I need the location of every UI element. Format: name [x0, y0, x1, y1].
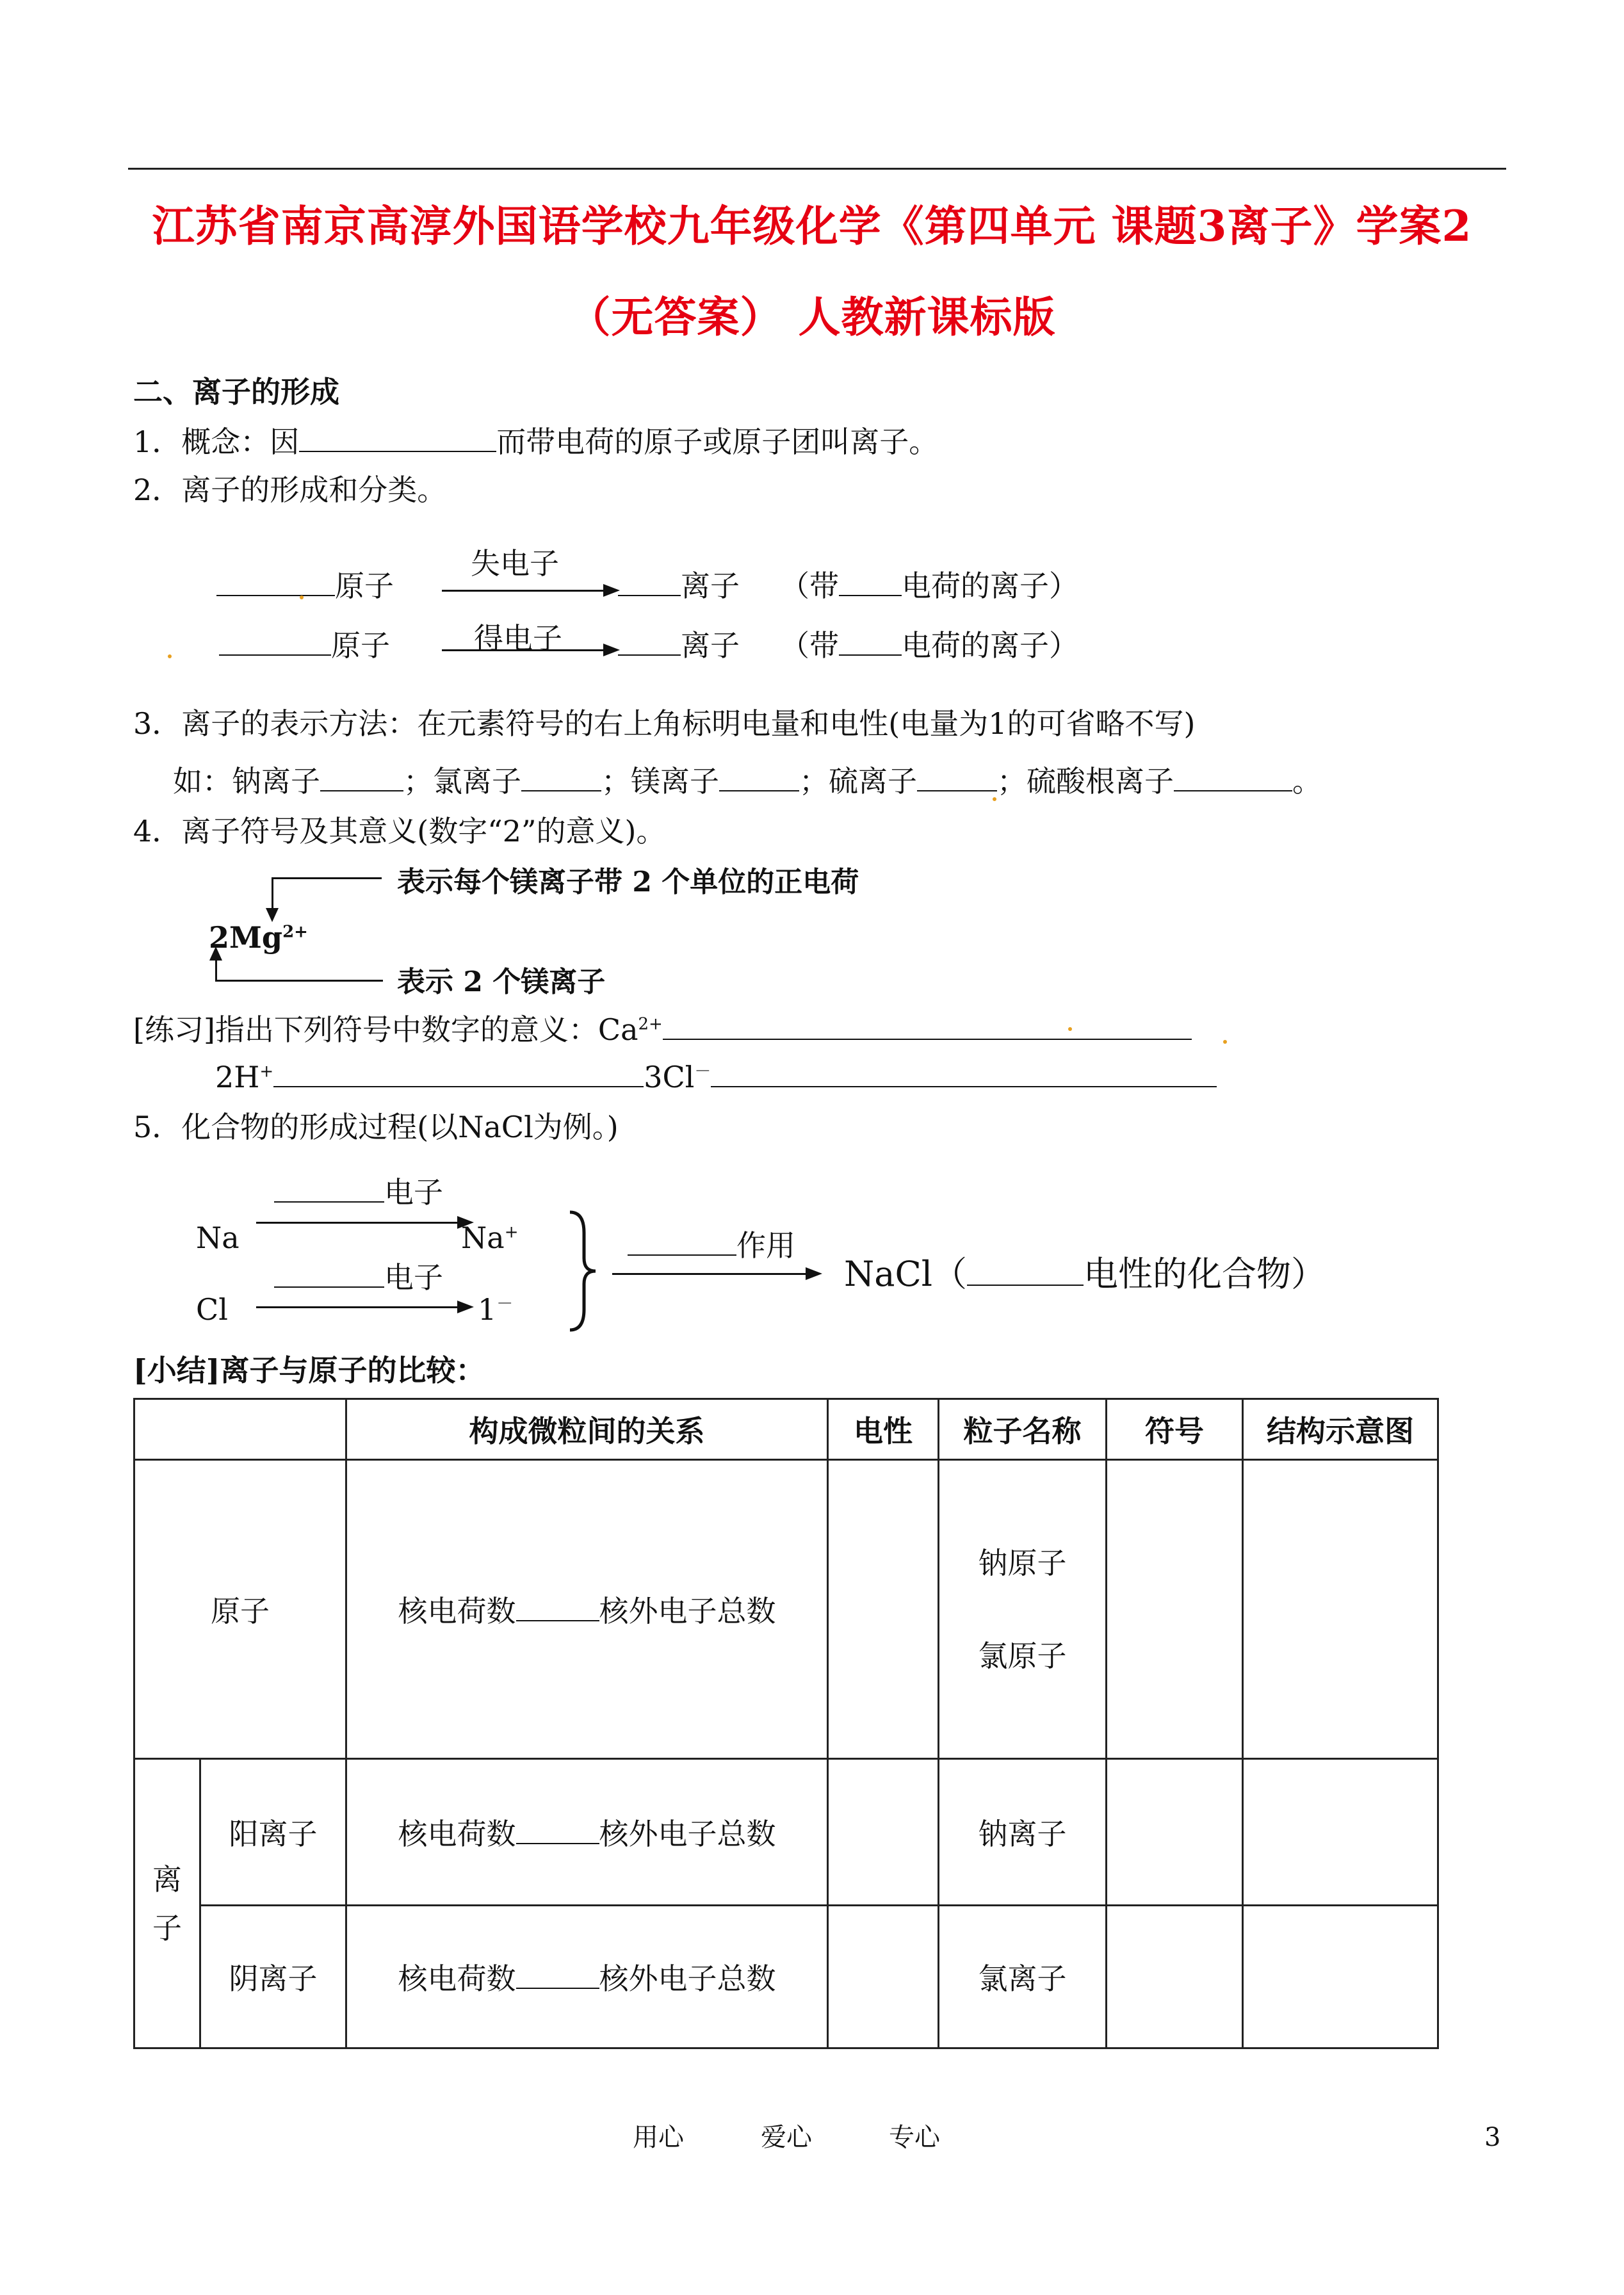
- combining-brace: [564, 1207, 602, 1335]
- mg-symbol: 2Mg: [209, 920, 283, 955]
- atom-label: 原子: [134, 1460, 346, 1759]
- scan-speck: [168, 654, 172, 658]
- cation-relation: [346, 1759, 828, 1906]
- item1-number: 1．: [133, 425, 182, 459]
- atom-charge-cell[interactable]: [828, 1460, 939, 1759]
- mg-bottom-vertical: [215, 957, 217, 980]
- cl-charge-sup: －: [694, 1062, 711, 1082]
- section-heading: 二、离子的形成: [133, 375, 339, 409]
- cation-relation-pre: 核电荷数: [398, 1817, 516, 1851]
- nacl-charge-blank[interactable]: [967, 1254, 1084, 1286]
- na-ion-symbol: Na: [461, 1220, 505, 1255]
- header-symbol: 符号: [1107, 1399, 1243, 1460]
- item1-post: 而带电荷的原子或原子团叫离子。: [496, 425, 939, 459]
- mg-top-vertical: [272, 877, 273, 912]
- scan-speck: [993, 797, 996, 801]
- item3-representation: 3．离子的表示方法：在元素符号的右上角标明电量和电性(电量为1的可省略不写): [133, 706, 1196, 741]
- sodium-ion-blank[interactable]: [320, 763, 403, 791]
- anion-label: 阴离子: [200, 1906, 346, 2048]
- row2-arrow-label: 得电子: [474, 621, 562, 656]
- atom-relation-post: 核外电子总数: [599, 1594, 776, 1628]
- footer-right: 专心: [889, 2123, 940, 2152]
- header-structure: 结构示意图: [1243, 1399, 1438, 1460]
- document-title-line2: （无答案） 人教新课标版: [568, 292, 1056, 342]
- formation-row1: [216, 567, 394, 605]
- document-title-line1: 江苏省南京高淳外国语学校九年级化学《第四单元 课题3离子》学案2: [152, 201, 1472, 251]
- mg-ion-symbol: [209, 918, 308, 957]
- footer-left: 用心: [633, 2123, 684, 2152]
- h-charge-sup: +: [259, 1062, 274, 1082]
- ca-meaning-blank[interactable]: [663, 1012, 1192, 1040]
- mg-charge-meaning: 表示每个镁离子带 2 个单位的正电荷: [397, 866, 859, 898]
- eg-sodium-label: 如：钠离子: [173, 764, 320, 799]
- item4-symbol-meaning: 4．离子符号及其意义(数字“2”的意义)。: [133, 814, 666, 848]
- cation-structure-cell[interactable]: [1243, 1759, 1438, 1906]
- row2-ion-blank[interactable]: [618, 628, 681, 656]
- concept-blank[interactable]: [299, 424, 496, 452]
- action-blank[interactable]: [628, 1228, 736, 1256]
- h-ion-symbol: 2H: [215, 1060, 260, 1094]
- row2-ion-label: 离子: [681, 628, 740, 663]
- practice-line2: [215, 1058, 1217, 1096]
- atom-relation-pre: 核电荷数: [398, 1594, 516, 1628]
- nacl-symbol: NaCl（: [844, 1254, 968, 1294]
- chlorine-ion-blank[interactable]: [521, 763, 601, 791]
- summary-heading: [小结]离子与原子的比较：: [133, 1353, 485, 1388]
- anion-charge-cell[interactable]: [828, 1906, 939, 2048]
- atom-relation: [346, 1460, 828, 1759]
- eg-sulfate-label: ；硫酸根离子: [997, 764, 1174, 799]
- cl-ion-symbol: 1: [478, 1292, 497, 1327]
- anion-name: 氯离子: [939, 1906, 1107, 2048]
- table-row-cation: [134, 1759, 1438, 1906]
- na-ion: [461, 1219, 518, 1257]
- cation-symbol-cell[interactable]: [1107, 1759, 1243, 1906]
- header-charge: 电性: [828, 1399, 939, 1460]
- anion-relation-pre: 核电荷数: [398, 1961, 516, 1996]
- row1-atom-label: 原子: [335, 569, 394, 603]
- row2-arrow-line: [442, 649, 605, 651]
- anion-relation: [346, 1906, 828, 2048]
- top-rule: [128, 168, 1506, 170]
- anion-symbol-cell[interactable]: [1107, 1906, 1243, 2048]
- atom-names: [939, 1460, 1107, 1759]
- atom-structure-cell[interactable]: [1243, 1460, 1438, 1759]
- footer-middle: 爱心: [761, 2123, 812, 2152]
- anion-structure-cell[interactable]: [1243, 1906, 1438, 2048]
- header-relation: 构成微粒间的关系: [346, 1399, 828, 1460]
- sodium-atom-name: 钠原子: [978, 1545, 1067, 1580]
- cl-ion-sup: －: [496, 1294, 514, 1314]
- nacl-post: 电性的化合物）: [1084, 1254, 1326, 1294]
- cl-arrow-head: [457, 1301, 474, 1313]
- row1-charge-pre: （带: [780, 569, 839, 603]
- cation-relation-blank[interactable]: [516, 1816, 599, 1844]
- na-electron-blank[interactable]: [274, 1174, 384, 1203]
- action-arrow-head: [806, 1267, 822, 1280]
- mg-bottom-line: [215, 980, 383, 982]
- item2-formation: 2．离子的形成和分类。: [133, 473, 447, 507]
- mg-count-meaning: 表示 2 个镁离子: [397, 966, 606, 998]
- item5-compound-formation: 5．化合物的形成过程(以NaCl为例。): [133, 1110, 619, 1144]
- scan-speck: [300, 596, 304, 599]
- na-electron-label: [274, 1173, 443, 1212]
- anion-relation-post: 核外电子总数: [599, 1961, 776, 1996]
- row1-atom-blank[interactable]: [216, 568, 335, 596]
- table-row-anion: [134, 1906, 1438, 2048]
- na-electron-text: 电子: [384, 1175, 443, 1210]
- header-empty: [134, 1399, 346, 1460]
- cation-label: 阳离子: [200, 1759, 346, 1906]
- scan-speck: [1223, 1040, 1227, 1044]
- cl-ion: [478, 1290, 513, 1329]
- action-label: [628, 1226, 795, 1265]
- cl-electron-blank[interactable]: [274, 1260, 384, 1288]
- row1-arrow-line: [442, 590, 605, 592]
- cl-electron-label: [274, 1258, 443, 1297]
- action-text: 作用: [736, 1228, 795, 1263]
- eg-magnesium-label: ；镁离子: [601, 764, 719, 799]
- formation-row1-ion: [618, 567, 740, 605]
- row2-atom-label: 原子: [331, 628, 390, 663]
- chlorine-atom-name: 氯原子: [978, 1638, 1067, 1673]
- cl-ion-symbol: 3Cl: [644, 1060, 695, 1094]
- page-number: 3: [1484, 2123, 1501, 2152]
- mg-charge-sup: 2+: [282, 922, 308, 942]
- formation-row2-ion: [618, 626, 740, 665]
- item1-pre: 概念：因: [181, 425, 300, 459]
- sulfur-ion-blank[interactable]: [917, 763, 997, 791]
- item1-concept: [133, 423, 938, 461]
- cation-name: 钠离子: [939, 1759, 1107, 1906]
- atom-relation-blank[interactable]: [516, 1593, 599, 1621]
- h-meaning-blank[interactable]: [273, 1059, 644, 1087]
- atom-symbol-cell[interactable]: [1107, 1460, 1243, 1759]
- row2-charge-pre: （带: [780, 628, 839, 663]
- na-atom: Na: [196, 1220, 240, 1255]
- ion-group-text: 离子: [152, 1861, 182, 1945]
- comparison-table: [133, 1398, 1439, 2049]
- row2-charge-post: 电荷的离子）: [902, 628, 1078, 663]
- ion-group-label: [134, 1759, 200, 2048]
- anion-relation-blank[interactable]: [516, 1961, 599, 1989]
- formation-row2: [219, 626, 390, 665]
- row1-arrow-label: 失电子: [471, 546, 559, 581]
- mg-top-line: [272, 877, 382, 879]
- row1-ion-label: 离子: [681, 569, 740, 603]
- row1-charge-post: 电荷的离子）: [902, 569, 1078, 603]
- nacl-product: [844, 1252, 1326, 1297]
- row1-ion-blank[interactable]: [618, 568, 681, 596]
- eg-chlorine-label: ；氯离子: [403, 764, 521, 799]
- action-arrow-line: [612, 1273, 808, 1275]
- table-row-atom: [134, 1460, 1438, 1759]
- formation-row2-charge: [780, 626, 1078, 665]
- row2-charge-blank[interactable]: [839, 628, 902, 656]
- cation-relation-post: 核外电子总数: [599, 1817, 776, 1851]
- mg-bottom-arrowhead: [209, 946, 222, 961]
- eg-end: 。: [1292, 764, 1322, 799]
- sulfate-ion-blank[interactable]: [1174, 763, 1292, 791]
- practice-line1: [133, 1010, 1192, 1049]
- cation-charge-cell[interactable]: [828, 1759, 939, 1906]
- cl-arrow-line: [256, 1306, 460, 1308]
- eg-sulfur-label: ；硫离子: [799, 764, 917, 799]
- na-ion-sup: +: [504, 1222, 519, 1242]
- cl-electron-text: 电子: [384, 1260, 443, 1295]
- row2-atom-blank[interactable]: [219, 628, 331, 656]
- item3-examples: [173, 762, 1322, 800]
- table-header-row: [134, 1399, 1438, 1460]
- formation-row1-charge: [780, 567, 1078, 605]
- na-arrow-line: [256, 1222, 460, 1224]
- magnesium-ion-blank[interactable]: [719, 763, 799, 791]
- ca-charge-sup: 2+: [638, 1014, 663, 1034]
- cl-atom: Cl: [196, 1292, 228, 1327]
- cl-meaning-blank[interactable]: [711, 1059, 1217, 1087]
- row1-charge-blank[interactable]: [839, 568, 902, 596]
- practice-label: [练习]指出下列符号中数字的意义：Ca: [133, 1012, 638, 1047]
- header-particle-name: 粒子名称: [939, 1399, 1107, 1460]
- scan-speck: [1068, 1027, 1072, 1031]
